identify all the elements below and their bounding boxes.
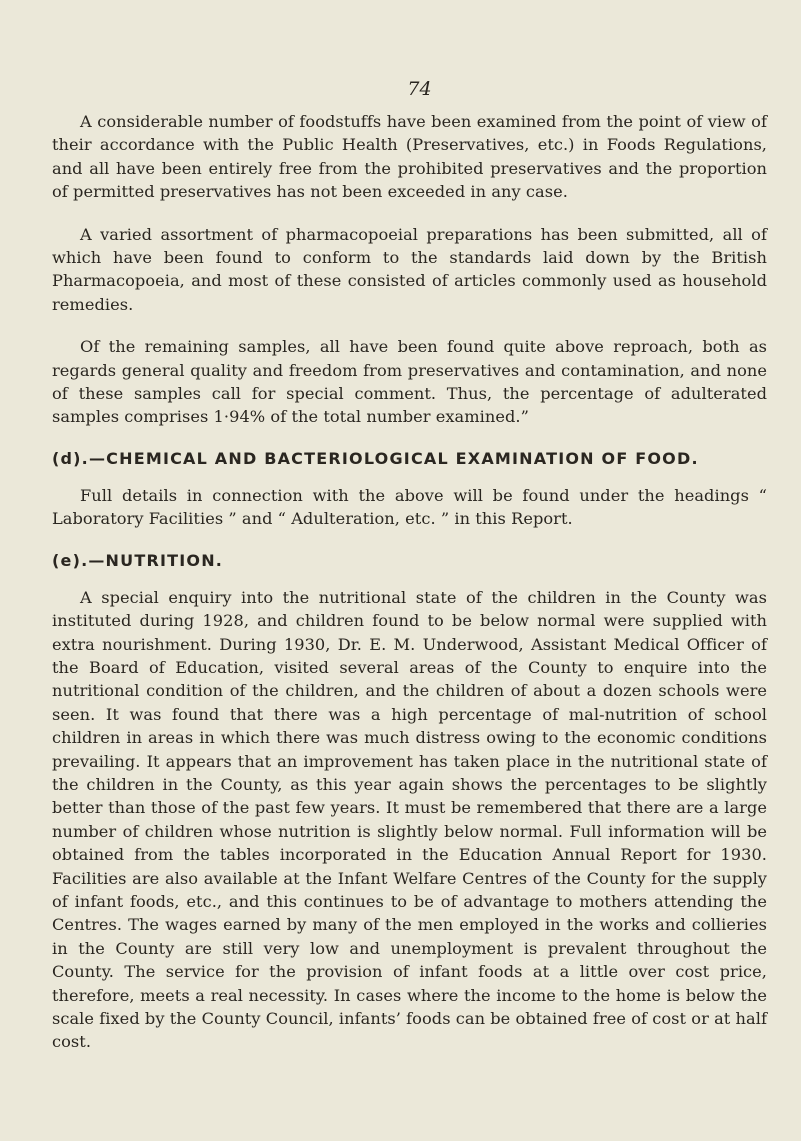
paragraph-remaining-samples: Of the remaining samples, all have been found quite above reproach, both as regards general quality and freedom from preservatives and contamination, and none of these samples call for special comment. Thus, the percentage of adulterated samples comprises 1·94% of the total number examined.” [52, 337, 767, 427]
section-d-heading: (d).—CHEMICAL AND BACTERIOLOGICAL EXAMINATION OF FOOD. [52, 448, 699, 468]
paragraph-pharmacopoeial: A varied assortment of pharmacopoeial preparations has been submitted, all of which have been found to conform to the standards laid down by the British Pharmacopoeia, and most of these consisted of articles commonly used as household remedies. [52, 224, 767, 314]
page-number: 74 [407, 78, 432, 100]
section-e-heading: (e).—NUTRITION. [52, 550, 224, 570]
section-e-paragraph: A special enquiry into the nutritional state of the children in the County was instituted during 1928, and children found to be below normal were supplied with extra nourishment. During 1930, Dr. E. M. Underwood, Assistant Medical Officer of the Board of Education, visited several areas of the County to enquire into the nutritional condition of the children, and the children of about a dozen schools were seen. It was found that there was a high percentage of mal-nutrition of school children in areas in which there was much distress owing to the economic conditions prevailing. It appears that an improvement has taken place in the nutritional state of the children in the County, as this year again shows the percentages to be slightly better than those of the past few years. It must be remembered that there are a large number of children whose nutrition is slightly below normal. Full information will be obtained from the tables incorporated in the Education Annual Report for 1930. Facilities are also available at the Infant Welfare Centres of the County for the supply of infant foods, etc., and this continues to be of advantage to mothers attending the Centres. The wages earned by many of the men employed in the works and collieries in the County are still very low and unemployment is prevalent throughout the County. The service for the provision of infant foods at a little over cost price, therefore, meets a real necessity. In cases where the income to the home is below the scale fixed by the County Council, infants’ foods can be obtained free of cost or at half cost. [52, 587, 767, 1052]
section-d-paragraph: Full details in connection with the above will be found under the headings “ Laboratory Facilities ” and “ Adulteration, etc. ” in this Report. [52, 485, 767, 529]
paragraph-preservatives: A considerable number of foodstuffs have been examined from the point of view of their accordance with the Public Health (Preservatives, etc.) in Foods Regulations, and all have been entirely free from the prohibited preservatives and the proportion of permitted preservatives has not been exceeded in any case. [52, 112, 767, 202]
